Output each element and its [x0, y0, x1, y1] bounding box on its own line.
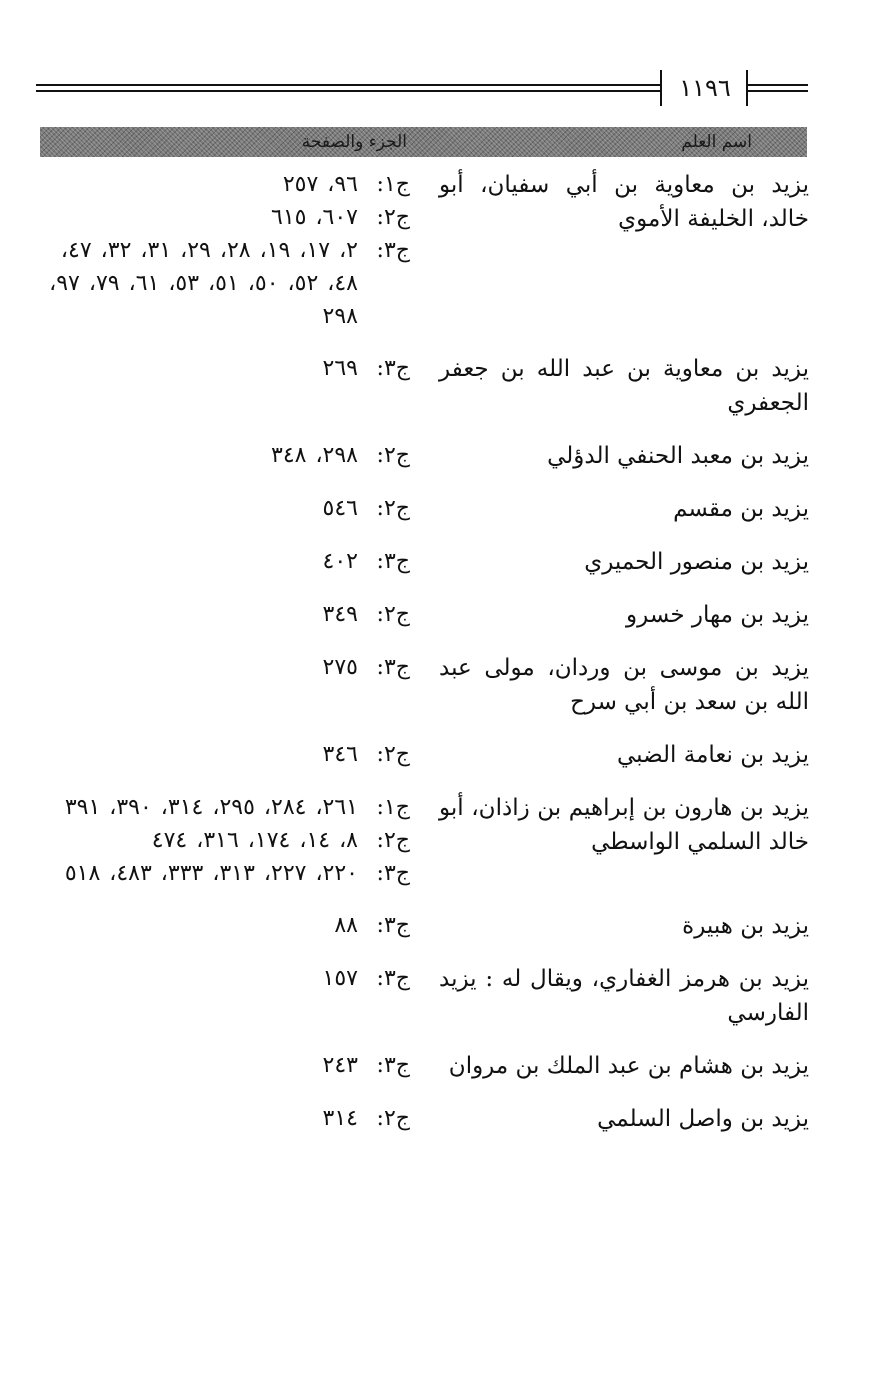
- entry-name: يزيد بن هبيرة: [682, 913, 809, 939]
- page-header: [36, 70, 808, 110]
- reference-line: [34, 598, 410, 631]
- reference-line: [34, 738, 410, 771]
- reference-line: [34, 651, 410, 684]
- entry-name: يزيد بن معبد الحنفي الدؤلي: [547, 443, 809, 469]
- page-numbers: ٢٩٨، ٣٤٨: [271, 443, 358, 468]
- volume-label: ج٣:: [376, 356, 410, 381]
- index-entry: [34, 168, 809, 333]
- page-numbers: ٤٠٢: [322, 549, 358, 574]
- page-numbers: ٨٨: [334, 913, 358, 938]
- entry-references: [34, 1049, 410, 1082]
- volume-label: ج٣:: [376, 966, 410, 991]
- volume-label: ج٢:: [376, 1106, 410, 1131]
- reference-line: [34, 962, 410, 995]
- reference-line: [34, 352, 410, 385]
- index-entry: [34, 598, 809, 632]
- volume-label: ج٣:: [376, 861, 410, 886]
- volume-label: ج٢:: [376, 742, 410, 767]
- entry-references: [34, 598, 410, 631]
- page-numbers: ٢٦١، ٢٨٤، ٢٩٥، ٣١٤، ٣٩٠، ٣٩١: [64, 795, 358, 820]
- entry-name: يزيد بن معاوية بن عبد الله بن جعفر الجعفري: [439, 356, 809, 416]
- page-numbers: ٢٦٩: [322, 356, 358, 381]
- reference-line: [34, 791, 410, 824]
- column-header-reference: الجزء والصفحة: [301, 132, 407, 152]
- entry-references: [34, 791, 410, 890]
- volume-label: ج١:: [376, 795, 410, 820]
- entry-references: [34, 492, 410, 525]
- reference-line: [34, 1102, 410, 1135]
- index-entry: [34, 1049, 809, 1083]
- page-numbers: ٢٤٣: [322, 1053, 358, 1078]
- entry-name: يزيد بن معاوية بن أبي سفيان، أبو خالد، الخليفة الأموي: [439, 172, 809, 232]
- index-entry: [34, 791, 809, 890]
- index-entry: [34, 738, 809, 772]
- page-number: ١١٩٦: [679, 74, 731, 102]
- entry-references: [34, 168, 410, 333]
- page-numbers: ٦٠٧، ٦١٥: [271, 205, 358, 230]
- entry-name: يزيد بن هشام بن عبد الملك بن مروان: [448, 1053, 809, 1079]
- entry-references: [34, 545, 410, 578]
- reference-line: [34, 168, 410, 201]
- volume-label: ج٢:: [376, 602, 410, 627]
- entry-references: [34, 651, 410, 684]
- entry-references: [34, 1102, 410, 1135]
- page-numbers: ٥٤٦: [322, 496, 358, 521]
- volume-label: ج٣:: [376, 913, 410, 938]
- volume-label: ج٣:: [376, 1053, 410, 1078]
- page-numbers: ٢، ١٧، ١٩، ٢٨، ٢٩، ٣١، ٣٢، ٤٧، ٤٨، ٥٢، ٥٠، ٥١، ٥٣، ٦١، ٧٩، ٩٧، ٢٩٨: [49, 238, 358, 329]
- volume-label: ج٢:: [376, 496, 410, 521]
- index-entry: [34, 545, 809, 579]
- header-rule-right: [748, 84, 808, 92]
- index-entry: [34, 909, 809, 943]
- volume-label: ج٣:: [376, 549, 410, 574]
- volume-label: ج٢:: [376, 205, 410, 230]
- header-rule-left: [36, 84, 662, 92]
- column-header-bar: [40, 127, 807, 157]
- page-numbers: ٣٤٦: [322, 742, 358, 767]
- page-numbers: ٩٦، ٢٥٧: [282, 172, 358, 197]
- reference-line: [34, 545, 410, 578]
- page-numbers: ١٥٧: [322, 966, 358, 991]
- reference-line: [34, 909, 410, 942]
- entry-name: يزيد بن مهار خسرو: [626, 602, 809, 628]
- page-numbers: ٢٧٥: [322, 655, 358, 680]
- index-entry: [34, 492, 809, 526]
- volume-label: ج٣:: [376, 655, 410, 680]
- entry-name: يزيد بن موسى بن وردان، مولى عبد الله بن سعد بن أبي سرح: [439, 655, 809, 715]
- entry-name: يزيد بن مقسم: [673, 496, 809, 522]
- entry-name: يزيد بن هرمز الغفاري، ويقال له : يزيد الفارسي: [439, 966, 809, 1026]
- entry-references: [34, 909, 410, 942]
- entry-references: [34, 738, 410, 771]
- reference-line: [34, 1049, 410, 1082]
- volume-label: ج٢:: [376, 443, 410, 468]
- index-entries: [34, 168, 809, 1155]
- page-numbers: ٣٤٩: [322, 602, 358, 627]
- reference-line: [34, 439, 410, 472]
- header-divider: [660, 70, 662, 106]
- entry-name: يزيد بن هارون بن إبراهيم بن زاذان، أبو خالد السلمي الواسطي: [439, 795, 809, 855]
- index-entry: [34, 352, 809, 420]
- page-numbers: ٨، ١٤، ١٧٤، ٣١٦، ٤٧٤: [151, 828, 358, 853]
- column-header-name: اسم العلم: [681, 132, 752, 152]
- index-entry: [34, 962, 809, 1030]
- reference-line: [34, 201, 410, 234]
- entry-name: يزيد بن واصل السلمي: [597, 1106, 809, 1132]
- reference-line: [34, 234, 410, 333]
- page-numbers: ٣١٤: [322, 1106, 358, 1131]
- entry-references: [34, 962, 410, 995]
- index-entry: [34, 1102, 809, 1136]
- entry-name: يزيد بن نعامة الضبي: [616, 742, 809, 768]
- reference-line: [34, 824, 410, 857]
- index-entry: [34, 651, 809, 719]
- entry-references: [34, 352, 410, 385]
- volume-label: ج٣:: [376, 238, 410, 263]
- entry-references: [34, 439, 410, 472]
- reference-line: [34, 492, 410, 525]
- entry-name: يزيد بن منصور الحميري: [584, 549, 809, 575]
- volume-label: ج٢:: [376, 828, 410, 853]
- reference-line: [34, 857, 410, 890]
- volume-label: ج١:: [376, 172, 410, 197]
- page-numbers: ٢٢٠، ٢٢٧، ٣١٣، ٣٣٣، ٤٨٣، ٥١٨: [64, 861, 358, 886]
- index-entry: [34, 439, 809, 473]
